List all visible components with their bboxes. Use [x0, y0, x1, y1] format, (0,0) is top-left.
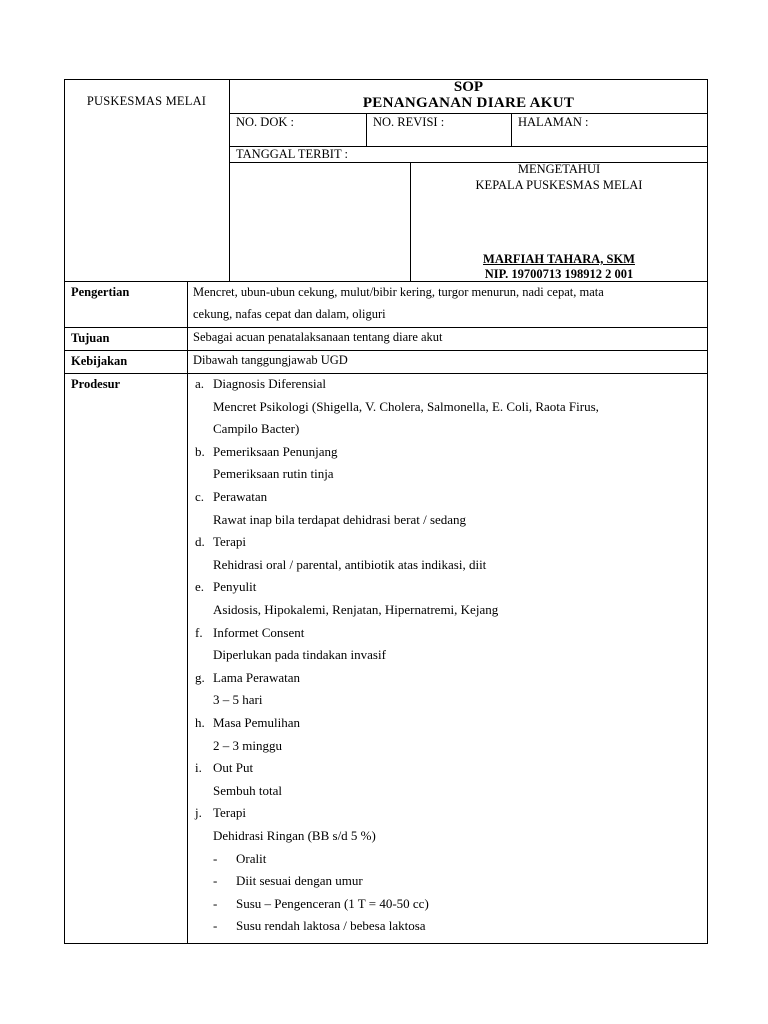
- bullet-dash: -: [213, 873, 218, 888]
- kebijakan-label: Kebijakan: [71, 354, 128, 368]
- doc-title: PENANGANAN DIARE AKUT: [362, 95, 575, 111]
- procedure-item-detail: Rehidrasi oral / parental, antibiotik atas indikasi, diit: [213, 557, 487, 572]
- signer-nip: NIP. 19700713 198912 2 001: [484, 267, 634, 281]
- no-dok-label: NO. DOK :: [236, 115, 294, 129]
- tanggal-terbit-label: TANGGAL TERBIT :: [236, 147, 348, 161]
- body-label-divider: [187, 281, 188, 944]
- procedure-item-detail: 2 – 3 minggu: [213, 738, 282, 753]
- procedure-item-title: Perawatan: [213, 489, 268, 504]
- procedure-bullet: Susu rendah laktosa / bebesa laktosa: [236, 918, 426, 933]
- procedure-item-title: Pemeriksaan Penunjang: [213, 444, 338, 459]
- procedure-item-marker: f.: [195, 625, 203, 640]
- procedure-item-detail: Pemeriksaan rutin tinja: [213, 466, 334, 481]
- header-bottom-line: [64, 281, 708, 282]
- signer-name: MARFIAH TAHARA, SKM: [483, 252, 635, 266]
- procedure-item-detail: Diperlukan pada tindakan invasif: [213, 647, 386, 662]
- tujuan-text: Sebagai acuan penatalaksanaan tentang diare akut: [193, 330, 443, 344]
- procedure-item-title: Informet Consent: [213, 625, 305, 640]
- procedure-item-detail: Rawat inap bila terdapat dehidrasi berat / sedang: [213, 512, 467, 527]
- bullet-dash: -: [213, 851, 218, 866]
- mengetahui-text: MENGETAHUI: [517, 162, 601, 176]
- procedure-item-title: Terapi: [213, 534, 247, 549]
- procedure-bullet: Susu – Pengenceran (1 T = 40-50 cc): [236, 896, 429, 911]
- procedure-item-title: Masa Pemulihan: [213, 715, 301, 730]
- procedure-item-marker: b.: [195, 444, 205, 459]
- procedure-item-detail: Dehidrasi Ringan (BB s/d 5 %): [213, 828, 376, 843]
- procedure-bullet: Diit sesuai dengan umur: [236, 873, 363, 888]
- procedure-item-detail: Mencret Psikologi (Shigella, V. Cholera, Salmonella, E. Coli, Raota Firus,: [213, 399, 599, 414]
- header-line-title: [229, 113, 708, 114]
- no-revisi-label: NO. REVISI :: [373, 115, 445, 129]
- kebijakan-text: Dibawah tanggungjawab UGD: [193, 353, 348, 367]
- procedure-item-marker: i.: [195, 760, 202, 775]
- pengertian-line-1: Mencret, ubun-ubun cekung, mulut/bibir kering, turgor menurun, nadi cepat, mata: [193, 285, 604, 299]
- procedure-item-title: Diagnosis Diferensial: [213, 376, 327, 391]
- procedure-item-detail: Sembuh total: [213, 783, 282, 798]
- procedure-item-title: Terapi: [213, 805, 247, 820]
- procedure-item-detail: Asidosis, Hipokalemi, Renjatan, Hipernatremi, Kejang: [213, 602, 499, 617]
- pengertian-line-2: cekung, nafas cepat dan dalam, oliguri: [193, 307, 386, 321]
- tujuan-label: Tujuan: [71, 331, 110, 345]
- row-line-kebijakan: [64, 373, 708, 374]
- procedure-item-marker: e.: [195, 579, 205, 594]
- prosedur-label: Prodesur: [71, 377, 121, 391]
- header-divider-revisi: [511, 113, 512, 146]
- institution-name: PUSKESMAS MELAI: [86, 94, 207, 108]
- procedure-item-marker: c.: [195, 489, 205, 504]
- row-line-tujuan: [64, 350, 708, 351]
- bullet-dash: -: [213, 918, 218, 933]
- procedure-item-detail: 3 – 5 hari: [213, 692, 263, 707]
- procedure-item-marker: j.: [195, 805, 202, 820]
- procedure-item-detail: Campilo Bacter): [213, 421, 300, 436]
- pengertian-label: Pengertian: [71, 285, 130, 299]
- procedure-bullet: Oralit: [236, 851, 267, 866]
- bullet-dash: -: [213, 896, 218, 911]
- procedure-item-marker: h.: [195, 715, 205, 730]
- row-line-pengertian: [64, 327, 708, 328]
- halaman-label: HALAMAN :: [518, 115, 589, 129]
- procedure-item-marker: a.: [195, 376, 205, 391]
- header-divider-dok: [366, 113, 367, 146]
- kepala-text: KEPALA PUSKESMAS MELAI: [475, 178, 643, 192]
- procedure-item-marker: g.: [195, 670, 205, 685]
- procedure-item-title: Penyulit: [213, 579, 257, 594]
- procedure-item-marker: d.: [195, 534, 205, 549]
- procedure-item-title: Out Put: [213, 760, 254, 775]
- procedure-item-title: Lama Perawatan: [213, 670, 300, 685]
- doc-type: SOP: [453, 79, 484, 95]
